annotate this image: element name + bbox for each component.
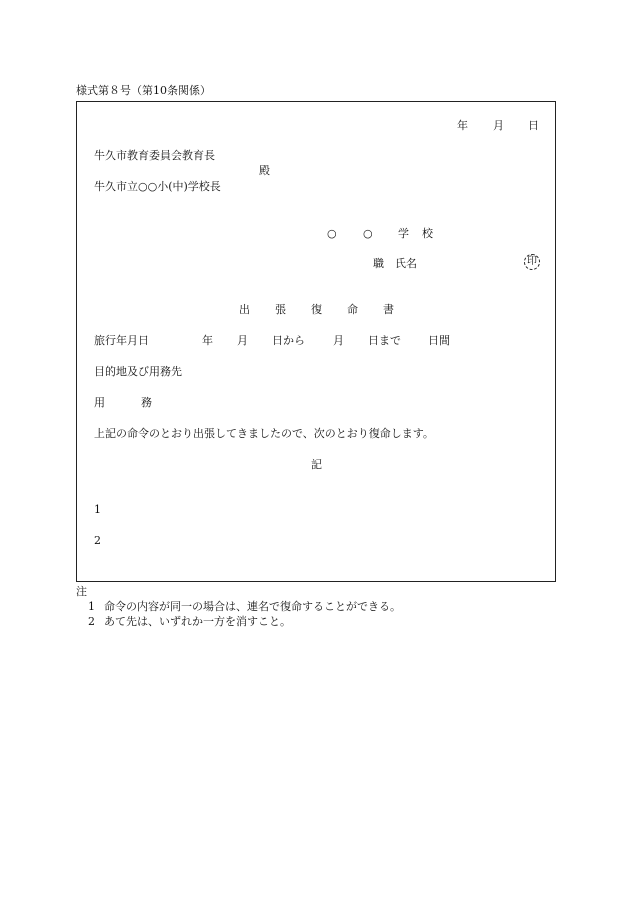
honorific: 殿 [259, 164, 270, 177]
title-char: 張 [275, 303, 286, 316]
title-char: 出 [239, 303, 250, 316]
notes-heading: 注 [76, 585, 87, 598]
title-char: 復 [311, 303, 322, 316]
note-number: 1 [88, 600, 95, 613]
note-number: 2 [88, 615, 95, 628]
seal-mark: 印 [524, 254, 540, 270]
travel-month: 月 [237, 334, 248, 347]
position-name-label: 職 氏名 [373, 257, 417, 270]
ki-heading: 記 [311, 458, 322, 471]
title-char: 命 [347, 303, 358, 316]
note-text: あて先は、いずれか一方を消すこと。 [104, 615, 291, 628]
title-char: 書 [383, 303, 394, 316]
item-number: 1 [94, 503, 101, 516]
school-mark-1: ○ [327, 227, 337, 240]
note-text: 命令の内容が同一の場合は、連名で復命することができる。 [104, 600, 401, 613]
form-label: 様式第８号（第10条関係） [76, 84, 211, 97]
school-char-2: 校 [422, 227, 433, 240]
destination-label: 目的地及び用務先 [94, 365, 182, 378]
travel-month-2: 月 [333, 334, 344, 347]
recipient-principal: 牛久市立○○小(中)学校長 [94, 180, 221, 193]
travel-days: 日間 [428, 334, 450, 347]
school-mark-2: ○ [363, 227, 373, 240]
item-number: 2 [94, 534, 101, 547]
travel-year: 年 [202, 334, 213, 347]
date-month: 月 [493, 119, 504, 132]
task-char-1: 用 [94, 396, 105, 409]
school-char-1: 学 [398, 227, 409, 240]
body-text: 上記の命令のとおり出張してきましたので、次のとおり復命します。 [94, 427, 434, 440]
recipient-superintendent: 牛久市教育委員会教育長 [94, 149, 215, 162]
travel-date-label: 旅行年月日 [94, 334, 149, 347]
task-char-2: 務 [141, 396, 152, 409]
date-day: 日 [528, 119, 539, 132]
date-year: 年 [457, 119, 468, 132]
travel-until: 日まで [368, 334, 401, 347]
travel-from: 日から [272, 334, 305, 347]
